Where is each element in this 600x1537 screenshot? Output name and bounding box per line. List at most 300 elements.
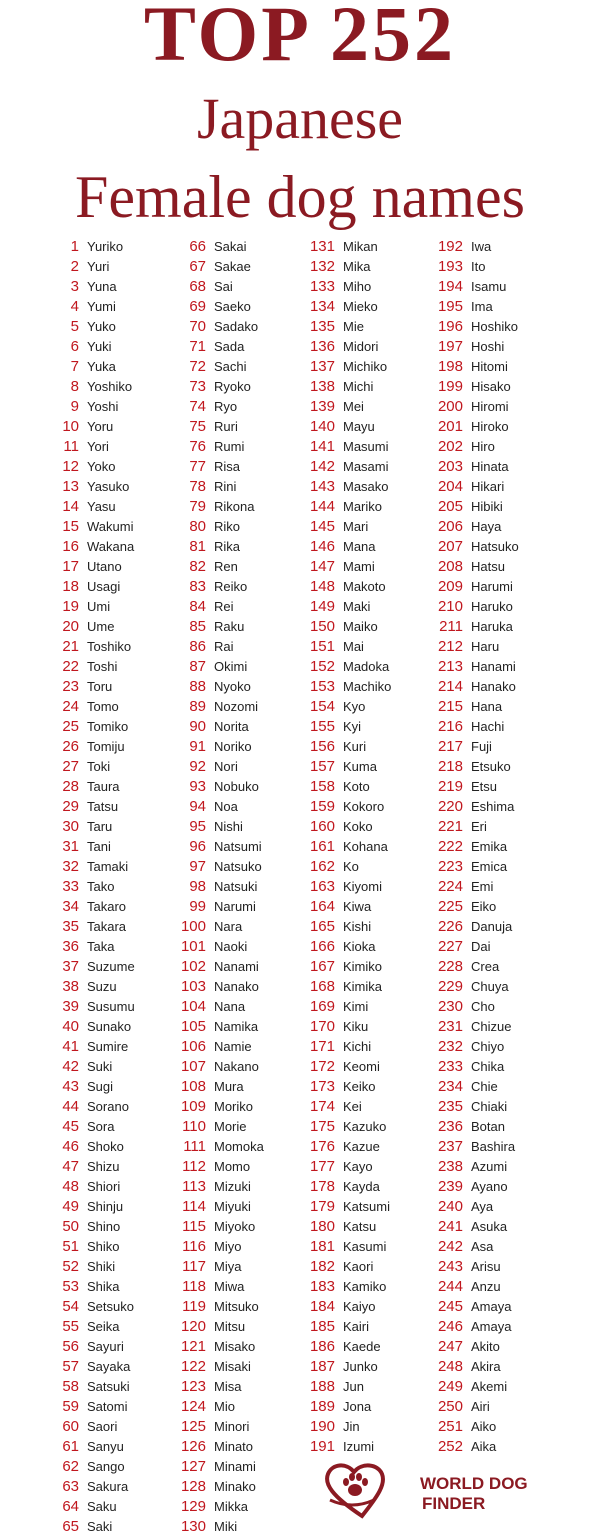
- rank-number: 228: [437, 958, 463, 975]
- rank-number: 20: [62, 618, 79, 635]
- rank-number: 158: [309, 778, 335, 795]
- list-item: [39, 277, 159, 297]
- list-item: [295, 597, 425, 617]
- rank-number: 114: [182, 1198, 206, 1215]
- rank-number: 38: [62, 978, 79, 995]
- list-item: [39, 537, 159, 557]
- list-item: [423, 257, 553, 277]
- rank-number: 115: [182, 1218, 206, 1235]
- list-item: [39, 257, 159, 277]
- dog-name: Namie: [214, 1039, 252, 1054]
- rank-number: 5: [70, 318, 79, 335]
- dog-name: Kuri: [343, 739, 367, 754]
- dog-name: Eshima: [471, 799, 515, 814]
- list-item: [423, 1097, 553, 1117]
- dog-name: Sumire: [87, 1039, 129, 1054]
- list-item: [166, 237, 296, 257]
- dog-name: Hinata: [471, 459, 509, 474]
- rank-number: 133: [309, 278, 335, 295]
- rank-number: 104: [180, 998, 206, 1015]
- dog-name: Haru: [471, 639, 500, 654]
- logo-text-world-dog: WORLD DOG: [420, 1474, 528, 1493]
- list-item: [423, 237, 553, 257]
- rank-number: 227: [437, 938, 463, 955]
- dog-name: Fuji: [471, 739, 492, 754]
- list-item: [39, 757, 159, 777]
- list-item: [39, 377, 159, 397]
- dog-name: Minori: [214, 1419, 250, 1434]
- rank-number: 15: [62, 518, 79, 535]
- title-female-dog-names: Female dog names: [75, 164, 525, 230]
- rank-number: 96: [189, 838, 206, 855]
- list-item: [423, 377, 553, 397]
- rank-number: 55: [62, 1318, 79, 1335]
- rank-number: 127: [180, 1458, 206, 1475]
- rank-number: 18: [62, 578, 79, 595]
- rank-number: 128: [180, 1478, 206, 1495]
- dog-name: Hatsu: [471, 559, 505, 574]
- dog-name: Ito: [471, 259, 486, 274]
- dog-name: Kimi: [343, 999, 369, 1014]
- dog-name: Toki: [87, 759, 111, 774]
- list-item: [295, 457, 425, 477]
- dog-name: Noriko: [214, 739, 252, 754]
- list-item: [295, 537, 425, 557]
- list-item: [39, 1157, 159, 1177]
- dog-name: Koko: [343, 819, 373, 834]
- rank-number: 164: [309, 898, 335, 915]
- list-item: [39, 697, 159, 717]
- rank-number: 203: [437, 458, 463, 475]
- list-item: [423, 277, 553, 297]
- dog-name: Mie: [343, 319, 364, 334]
- dog-name: Crea: [471, 959, 500, 974]
- dog-name: Akira: [471, 1359, 501, 1374]
- list-item: [166, 1037, 296, 1057]
- dog-name: Misa: [214, 1379, 242, 1394]
- list-item: [39, 417, 159, 437]
- rank-number: 167: [309, 958, 335, 975]
- list-item: [166, 1077, 296, 1097]
- rank-number: 56: [62, 1338, 79, 1355]
- list-item: [39, 897, 159, 917]
- list-item: [39, 637, 159, 657]
- rank-number: 72: [189, 358, 206, 375]
- dog-name: Sada: [214, 339, 245, 354]
- rank-number: 62: [62, 1458, 79, 1475]
- list-item: [295, 697, 425, 717]
- rank-number: 105: [180, 1018, 206, 1035]
- list-item: [295, 957, 425, 977]
- dog-name: Miki: [214, 1519, 238, 1534]
- dog-name: Sango: [87, 1459, 125, 1474]
- rank-number: 252: [437, 1438, 463, 1455]
- rank-number: 48: [62, 1178, 79, 1195]
- list-item: [295, 1417, 425, 1437]
- rank-number: 174: [309, 1098, 335, 1115]
- dog-name: Sai: [214, 279, 233, 294]
- dog-name: Kazue: [343, 1139, 380, 1154]
- dog-name: Rai: [214, 639, 234, 654]
- list-item: [39, 1417, 159, 1437]
- dog-name: Moriko: [214, 1099, 254, 1114]
- list-item: [166, 277, 296, 297]
- rank-number: 134: [309, 298, 335, 315]
- dog-name: Nanami: [214, 959, 259, 974]
- rank-number: 46: [62, 1138, 79, 1155]
- dog-name: Etsu: [471, 779, 498, 794]
- dog-name: Chuya: [471, 979, 509, 994]
- dog-name: Minako: [214, 1479, 256, 1494]
- list-item: [39, 1077, 159, 1097]
- list-item: [423, 717, 553, 737]
- list-item: [39, 717, 159, 737]
- dog-name: Junko: [343, 1359, 378, 1374]
- dog-name: Sadako: [214, 319, 259, 334]
- dog-name: Takara: [87, 919, 127, 934]
- list-item: [295, 517, 425, 537]
- list-item: [423, 1217, 553, 1237]
- dog-name: Hiroko: [471, 419, 509, 434]
- list-item: [166, 1397, 296, 1417]
- dog-name: Utano: [87, 559, 122, 574]
- dog-name: Satomi: [87, 1399, 128, 1414]
- rank-number: 90: [189, 718, 206, 735]
- dog-name: Ryo: [214, 399, 238, 414]
- dog-name: Ko: [343, 859, 359, 874]
- rank-number: 163: [309, 878, 335, 895]
- dog-name: Suki: [87, 1059, 113, 1074]
- list-item: [166, 1137, 296, 1157]
- rank-number: 117: [182, 1258, 206, 1275]
- rank-number: 173: [309, 1078, 335, 1095]
- rank-number: 152: [309, 658, 335, 675]
- dog-name: Sora: [87, 1119, 115, 1134]
- dog-name: Haruka: [471, 619, 513, 634]
- dog-name: Mari: [343, 519, 369, 534]
- rank-number: 198: [437, 358, 463, 375]
- list-item: [423, 1197, 553, 1217]
- rank-number: 209: [437, 578, 463, 595]
- list-item: [166, 1377, 296, 1397]
- list-item: [295, 617, 425, 637]
- rank-number: 123: [180, 1378, 206, 1395]
- list-item: [39, 1037, 159, 1057]
- rank-number: 50: [62, 1218, 79, 1235]
- rank-number: 28: [62, 778, 79, 795]
- dog-name: Aya: [471, 1199, 494, 1214]
- rank-number: 223: [437, 858, 463, 875]
- list-item: [39, 397, 159, 417]
- list-item: [423, 1297, 553, 1317]
- list-item: [39, 957, 159, 977]
- list-item: [295, 1297, 425, 1317]
- list-item: [166, 1517, 296, 1537]
- rank-number: 165: [309, 918, 335, 935]
- rank-number: 215: [437, 698, 463, 715]
- dog-name: Tani: [87, 839, 111, 854]
- dog-name: Katsu: [343, 1219, 377, 1234]
- list-item: [166, 597, 296, 617]
- rank-number: 7: [70, 358, 79, 375]
- rank-number: 60: [62, 1418, 79, 1435]
- rank-number: 196: [437, 318, 463, 335]
- list-item: [423, 797, 553, 817]
- list-item: [295, 1157, 425, 1177]
- dog-name: Hanami: [471, 659, 516, 674]
- dog-name: Sachi: [214, 359, 247, 374]
- dog-name: Yori: [87, 439, 109, 454]
- list-item: [295, 1397, 425, 1417]
- dog-name: Miyoko: [214, 1219, 256, 1234]
- list-item: [39, 737, 159, 757]
- list-item: [295, 1217, 425, 1237]
- dog-name: Anzu: [471, 1279, 501, 1294]
- list-item: [423, 1257, 553, 1277]
- rank-number: 91: [189, 738, 206, 755]
- rank-number: 178: [309, 1178, 335, 1195]
- list-item: [295, 1357, 425, 1377]
- dog-name: Sakura: [87, 1479, 129, 1494]
- rank-number: 218: [437, 758, 463, 775]
- dog-name: Minato: [214, 1439, 254, 1454]
- list-item: [166, 1437, 296, 1457]
- rank-number: 65: [62, 1518, 79, 1535]
- dog-name: Chizue: [471, 1019, 512, 1034]
- list-item: [295, 1377, 425, 1397]
- dog-name: Ima: [471, 299, 493, 314]
- rank-number: 113: [182, 1178, 206, 1195]
- list-item: [166, 637, 296, 657]
- dog-name: Mitsu: [214, 1319, 246, 1334]
- dog-name: Jin: [343, 1419, 360, 1434]
- rank-number: 29: [62, 798, 79, 815]
- rank-number: 230: [437, 998, 463, 1015]
- list-item: [295, 657, 425, 677]
- rank-number: 170: [309, 1018, 335, 1035]
- rank-number: 192: [437, 238, 463, 255]
- world-dog-finder-logo: [322, 1460, 532, 1520]
- dog-name: Ryoko: [214, 379, 251, 394]
- rank-number: 162: [309, 858, 335, 875]
- dog-name: Yuko: [87, 319, 116, 334]
- rank-number: 35: [62, 918, 79, 935]
- rank-number: 241: [437, 1218, 463, 1235]
- list-item: [295, 557, 425, 577]
- rank-number: 39: [62, 998, 79, 1015]
- rank-number: 3: [70, 278, 79, 295]
- rank-number: 78: [189, 478, 206, 495]
- dog-name: Mitsuko: [214, 1299, 259, 1314]
- list-item: [166, 1117, 296, 1137]
- list-item: [423, 1357, 553, 1377]
- dog-name: Yuki: [87, 339, 112, 354]
- dog-name: Toshi: [87, 659, 118, 674]
- list-item: [39, 877, 159, 897]
- list-item: [166, 1217, 296, 1237]
- list-item: [423, 577, 553, 597]
- rank-number: 59: [62, 1398, 79, 1415]
- list-item: [423, 417, 553, 437]
- rank-number: 68: [189, 278, 206, 295]
- dog-name: Chiaki: [471, 1099, 508, 1114]
- list-item: [423, 957, 553, 977]
- list-item: [166, 697, 296, 717]
- dog-name: Saori: [87, 1419, 118, 1434]
- dog-name: Akito: [471, 1339, 500, 1354]
- dog-name: Emica: [471, 859, 508, 874]
- dog-name: Sakai: [214, 239, 247, 254]
- dog-name: Susumu: [87, 999, 135, 1014]
- dog-name: Kayo: [343, 1159, 373, 1174]
- list-item: [295, 777, 425, 797]
- rank-number: 135: [309, 318, 335, 335]
- dog-name: Nakano: [214, 1059, 259, 1074]
- rank-number: 70: [189, 318, 206, 335]
- dog-name: Tamaki: [87, 859, 129, 874]
- list-item: [39, 497, 159, 517]
- dog-name: Yoko: [87, 459, 116, 474]
- list-item: [423, 1057, 553, 1077]
- rank-number: 125: [180, 1418, 206, 1435]
- dog-name: Morie: [214, 1119, 247, 1134]
- dog-name: Azumi: [471, 1159, 508, 1174]
- dog-name: Nanako: [214, 979, 259, 994]
- dog-name: Taura: [87, 779, 120, 794]
- heart-paw-icon: [322, 1460, 418, 1520]
- dog-name: Satsuki: [87, 1379, 130, 1394]
- dog-name: Amaya: [471, 1299, 512, 1314]
- rank-number: 214: [437, 678, 463, 695]
- rank-number: 224: [437, 878, 463, 895]
- rank-number: 103: [180, 978, 206, 995]
- list-item: [423, 677, 553, 697]
- rank-number: 122: [180, 1358, 206, 1375]
- rank-number: 16: [62, 538, 79, 555]
- list-item: [39, 917, 159, 937]
- rank-number: 194: [437, 278, 463, 295]
- list-item: [166, 657, 296, 677]
- rank-number: 187: [309, 1358, 335, 1375]
- dog-name: Riko: [214, 519, 241, 534]
- list-item: [166, 1457, 296, 1477]
- list-item: [295, 1437, 425, 1457]
- list-item: [39, 597, 159, 617]
- dog-name: Sanyu: [87, 1439, 124, 1454]
- dog-name: Hoshiko: [471, 319, 518, 334]
- dog-name: Dai: [471, 939, 491, 954]
- dog-name: Emi: [471, 879, 494, 894]
- rank-number: 88: [189, 678, 206, 695]
- list-item: [423, 897, 553, 917]
- dog-name: Hibiki: [471, 499, 503, 514]
- list-item: [423, 397, 553, 417]
- rank-number: 10: [62, 418, 79, 435]
- list-item: [295, 497, 425, 517]
- rank-number: 137: [309, 358, 335, 375]
- list-item: [39, 1317, 159, 1337]
- dog-name: Miyo: [214, 1239, 242, 1254]
- logo-text-finder: FINDER: [422, 1494, 486, 1513]
- dog-name: Mizuki: [214, 1179, 251, 1194]
- dog-name: Kiku: [343, 1019, 369, 1034]
- rank-number: 168: [309, 978, 335, 995]
- rank-number: 208: [437, 558, 463, 575]
- list-item: [39, 577, 159, 597]
- list-item: [423, 1277, 553, 1297]
- dog-name: Shoko: [87, 1139, 124, 1154]
- names-column-3: [295, 237, 425, 1457]
- dog-name: Hiromi: [471, 399, 509, 414]
- list-item: [295, 977, 425, 997]
- rank-number: 121: [180, 1338, 206, 1355]
- dog-name: Masako: [343, 479, 389, 494]
- rank-number: 211: [439, 618, 463, 635]
- list-item: [295, 897, 425, 917]
- rank-number: 61: [62, 1438, 79, 1455]
- list-item: [166, 1477, 296, 1497]
- list-item: [39, 837, 159, 857]
- rank-number: 200: [437, 398, 463, 415]
- dog-name: Jona: [343, 1399, 372, 1414]
- list-item: [39, 1377, 159, 1397]
- list-item: [166, 1177, 296, 1197]
- dog-name: Yoshi: [87, 399, 119, 414]
- rank-number: 75: [189, 418, 206, 435]
- dog-name: Nana: [214, 999, 246, 1014]
- list-item: [295, 797, 425, 817]
- rank-number: 84: [189, 598, 206, 615]
- dog-name: Yasuko: [87, 479, 130, 494]
- dog-name: Rei: [214, 599, 234, 614]
- list-item: [295, 1277, 425, 1297]
- list-item: [295, 737, 425, 757]
- dog-name: Noa: [214, 799, 238, 814]
- dog-name: Tomiko: [87, 719, 129, 734]
- rank-number: 85: [189, 618, 206, 635]
- list-item: [166, 1417, 296, 1437]
- list-item: [39, 937, 159, 957]
- list-item: [295, 577, 425, 597]
- dog-name: Wakana: [87, 539, 135, 554]
- dog-name: Michiko: [343, 359, 388, 374]
- dog-name: Nozomi: [214, 699, 259, 714]
- list-item: [295, 1337, 425, 1357]
- list-item: [295, 817, 425, 837]
- rank-number: 247: [437, 1338, 463, 1355]
- dog-name: Kayda: [343, 1179, 380, 1194]
- dog-name: Sayaka: [87, 1359, 131, 1374]
- list-item: [423, 597, 553, 617]
- list-item: [166, 957, 296, 977]
- list-item: [39, 337, 159, 357]
- rank-number: 171: [309, 1038, 335, 1055]
- dog-name: Mio: [214, 1399, 235, 1414]
- rank-number: 183: [309, 1278, 335, 1295]
- rank-number: 64: [62, 1498, 79, 1515]
- list-item: [166, 917, 296, 937]
- dog-name: Yuna: [87, 279, 117, 294]
- list-item: [423, 477, 553, 497]
- rank-number: 175: [309, 1118, 335, 1135]
- rank-number: 149: [309, 598, 335, 615]
- rank-number: 45: [62, 1118, 79, 1135]
- list-item: [423, 697, 553, 717]
- rank-number: 111: [183, 1138, 206, 1155]
- list-item: [166, 857, 296, 877]
- dog-name: Akemi: [471, 1379, 508, 1394]
- list-item: [39, 1357, 159, 1377]
